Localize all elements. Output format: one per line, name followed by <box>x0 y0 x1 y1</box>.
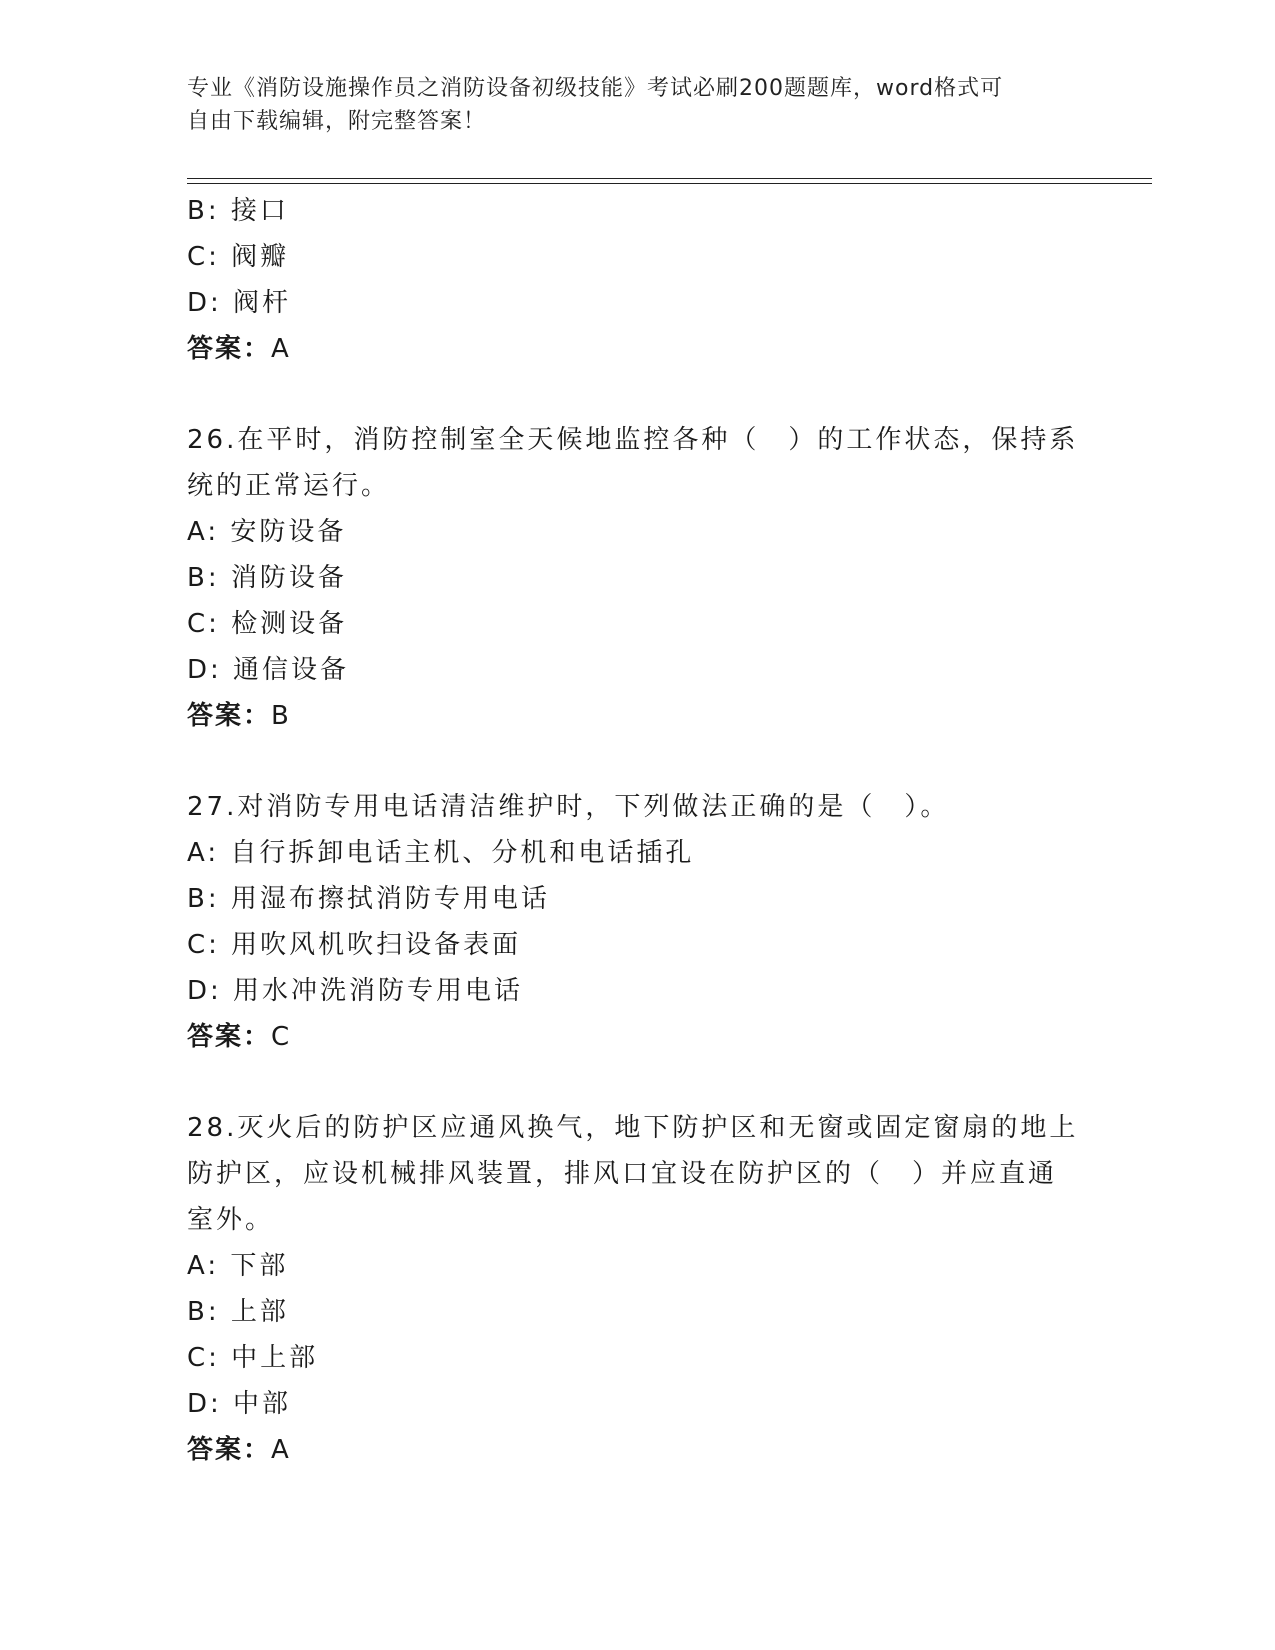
question-stem-line: 26.在平时，消防控制室全天候地监控各种（ ）的工作状态，保持系 <box>187 425 1079 455</box>
option-d: D: 通信设备 <box>187 655 350 685</box>
header-title-line-2: 自由下载编辑，附完整答案！ <box>187 109 487 134</box>
answer-label: 答案： <box>187 334 272 364</box>
option-c: C: 用吹风机吹扫设备表面 <box>187 930 522 960</box>
option-a: A: 下部 <box>187 1251 289 1281</box>
option-c: C: 检测设备 <box>187 609 348 639</box>
answer-line <box>187 1014 1087 1060</box>
answer-label: 答案： <box>187 1022 272 1052</box>
answer-value: B <box>271 701 291 731</box>
option-b: B: 消防设备 <box>187 563 347 593</box>
answer-line <box>187 693 1087 739</box>
question-stem-line: 统的正常运行。 <box>187 471 391 501</box>
option-c: C: 中上部 <box>187 1343 319 1373</box>
answer-value: A <box>271 334 291 364</box>
answer-value: A <box>271 1435 291 1465</box>
question-stem-line: 27.对消防专用电话清洁维护时，下列做法正确的是（ ）。 <box>187 792 950 822</box>
answer-line <box>187 326 1087 372</box>
answer-line <box>187 1427 1087 1473</box>
header-title-line-1: 专业《消防设施操作员之消防设备初级技能》考试必刷200题题库，word格式可 <box>187 76 1004 101</box>
question-28 <box>187 1105 1087 1473</box>
answer-label: 答案： <box>187 701 272 731</box>
question-25-continued <box>187 188 1087 372</box>
option-d: D: 用水冲洗消防专用电话 <box>187 976 524 1006</box>
question-stem-line: 28.灭火后的防护区应通风换气，地下防护区和无窗或固定窗扇的地上 <box>187 1113 1079 1143</box>
question-stem-line: 防护区，应设机械排风装置，排风口宜设在防护区的（ ）并应直通 <box>187 1159 1058 1189</box>
document-header <box>187 72 1067 138</box>
header-divider-bottom <box>187 183 1152 184</box>
question-27 <box>187 784 1087 1060</box>
option-b: B: 上部 <box>187 1297 289 1327</box>
option-a: A: 自行拆卸电话主机、分机和电话插孔 <box>187 838 695 868</box>
option-b: B: 用湿布擦拭消防专用电话 <box>187 884 550 914</box>
answer-value: C <box>271 1022 292 1052</box>
question-26 <box>187 417 1087 739</box>
option-d: D: 阀杆 <box>187 288 292 318</box>
option-d: D: 中部 <box>187 1389 292 1419</box>
option-b: B: 接口 <box>187 196 289 226</box>
header-divider-top <box>187 178 1152 179</box>
option-a: A: 安防设备 <box>187 517 347 547</box>
question-list <box>187 188 1087 1473</box>
answer-label: 答案： <box>187 1435 272 1465</box>
option-c: C: 阀瓣 <box>187 242 290 272</box>
question-stem-line: 室外。 <box>187 1205 275 1235</box>
